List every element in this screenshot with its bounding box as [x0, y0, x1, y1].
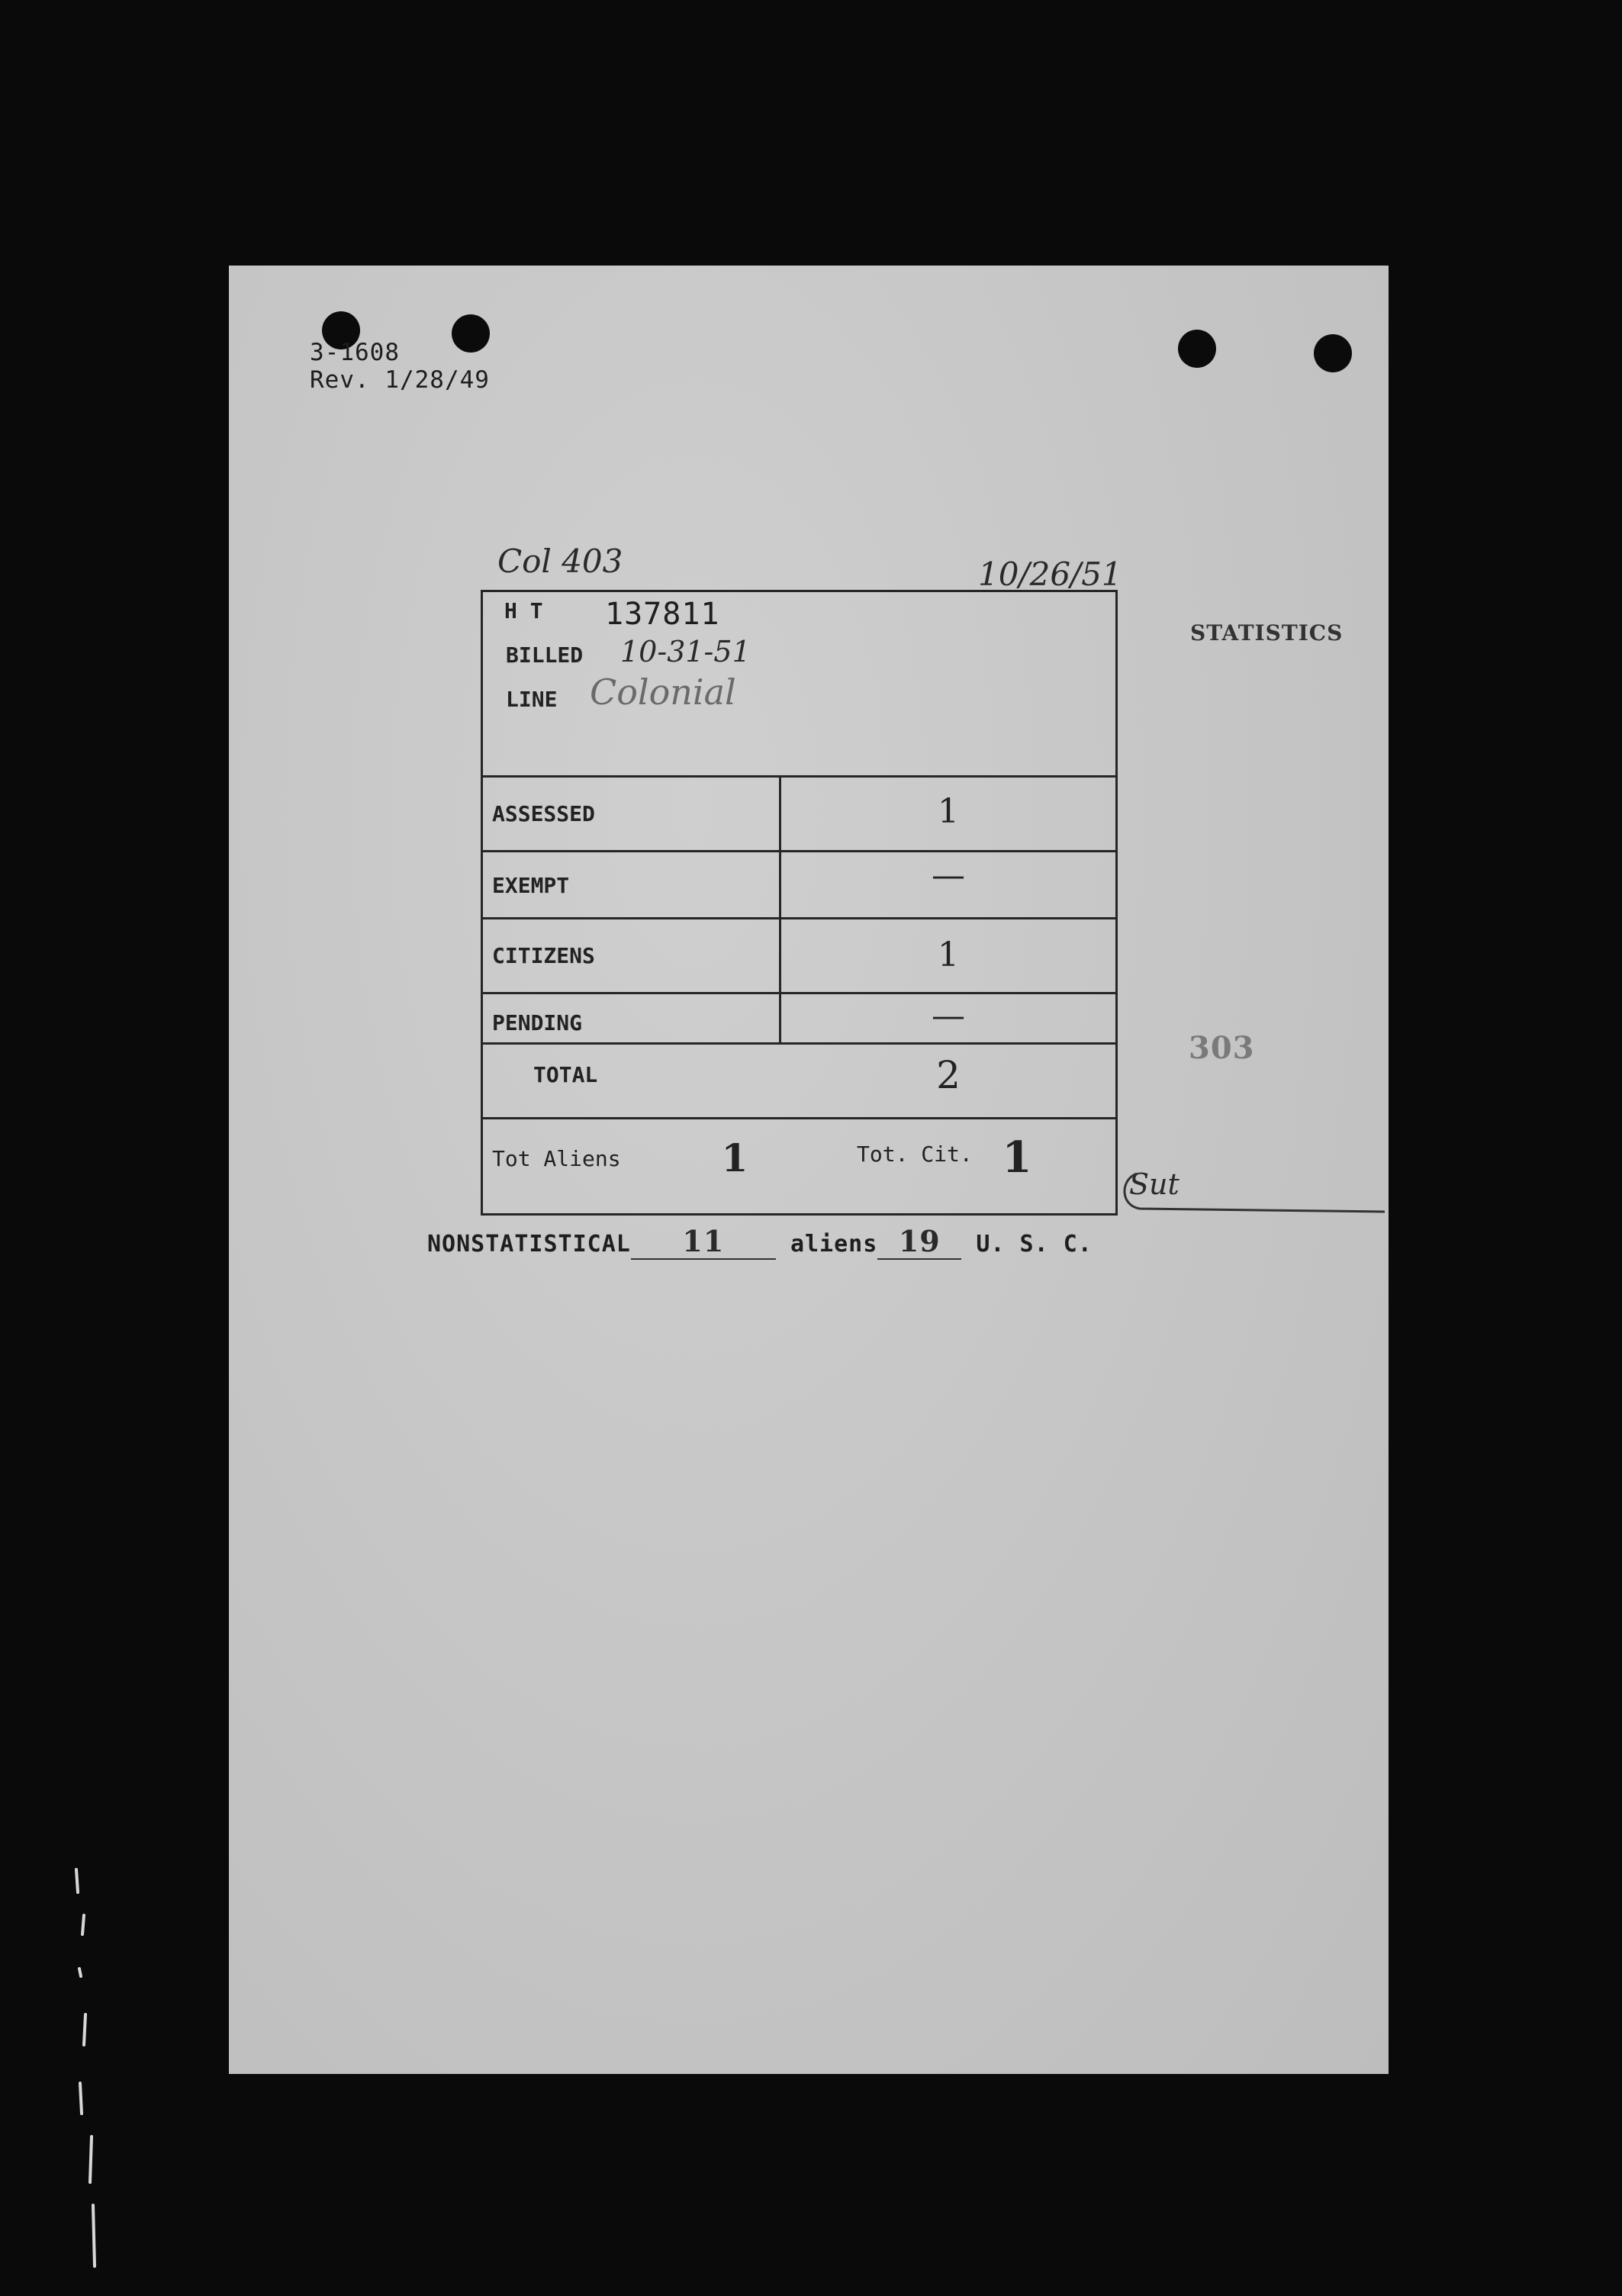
tot-cit-label: Tot. Cit. [857, 1142, 973, 1167]
row-label-assessed: ASSESSED [492, 801, 595, 826]
nonstatistical-usc-blank [877, 1224, 961, 1260]
ht-value: 137811 [605, 597, 720, 632]
nonstatistical-aliens-value: 11 [682, 1224, 725, 1258]
nonstatistical-aliens-blank [631, 1224, 776, 1260]
handwritten-note-col: Col 403 [497, 543, 623, 580]
ht-label: H T [504, 598, 543, 623]
punch-hole [452, 314, 490, 353]
tot-aliens-value: 1 [721, 1135, 748, 1180]
row-label-citizens: CITIZENS [492, 943, 595, 968]
billed-label: BILLED [506, 642, 584, 668]
statistics-stamp: STATISTICS [1190, 620, 1344, 646]
line-value: Colonial [590, 671, 736, 713]
handwritten-initials: Sut [1129, 1167, 1179, 1201]
table-divider [779, 775, 781, 1042]
nonstatistical-usc-label: U. S. C. [976, 1231, 1093, 1257]
punch-hole [1178, 330, 1216, 368]
total-label: TOTAL [533, 1062, 598, 1087]
row-value-citizens: 1 [938, 935, 959, 974]
row-label-pending: PENDING [492, 1010, 583, 1035]
initials-underline [1114, 1166, 1389, 1227]
document-page [229, 266, 1389, 2074]
nonstatistical-aliens-label: aliens [790, 1231, 878, 1257]
tot-aliens-label: Tot Aliens [492, 1146, 621, 1171]
nonstatistical-label: NONSTATISTICAL [427, 1231, 631, 1257]
row-value-assessed: 1 [938, 792, 959, 831]
nonstatistical-usc-value: 19 [898, 1224, 941, 1258]
row-label-exempt: EXEMPT [492, 873, 570, 898]
row-value-pending: — [932, 997, 965, 1035]
statistics-form-table [481, 590, 1118, 1216]
line-label: LINE [506, 687, 558, 712]
table-rule [483, 1042, 1115, 1045]
handwritten-date: 10/26/51 [978, 555, 1122, 593]
scan-edge-artifact [46, 1862, 114, 2274]
total-value: 2 [936, 1053, 961, 1097]
form-number: 3-1608 [310, 339, 400, 366]
table-rule [483, 917, 1115, 919]
row-value-exempt: — [932, 856, 965, 895]
tot-cit-value: 1 [1002, 1132, 1032, 1183]
page-number-stamp: 303 [1189, 1030, 1255, 1066]
nonstatistical-line [427, 1224, 1093, 1260]
table-rule [483, 992, 1115, 994]
table-rule [483, 1117, 1115, 1119]
table-rule [483, 775, 1115, 778]
table-rule [483, 850, 1115, 852]
billed-value: 10-31-51 [620, 635, 751, 668]
form-revision: Rev. 1/28/49 [310, 366, 490, 394]
punch-hole [1314, 334, 1352, 372]
